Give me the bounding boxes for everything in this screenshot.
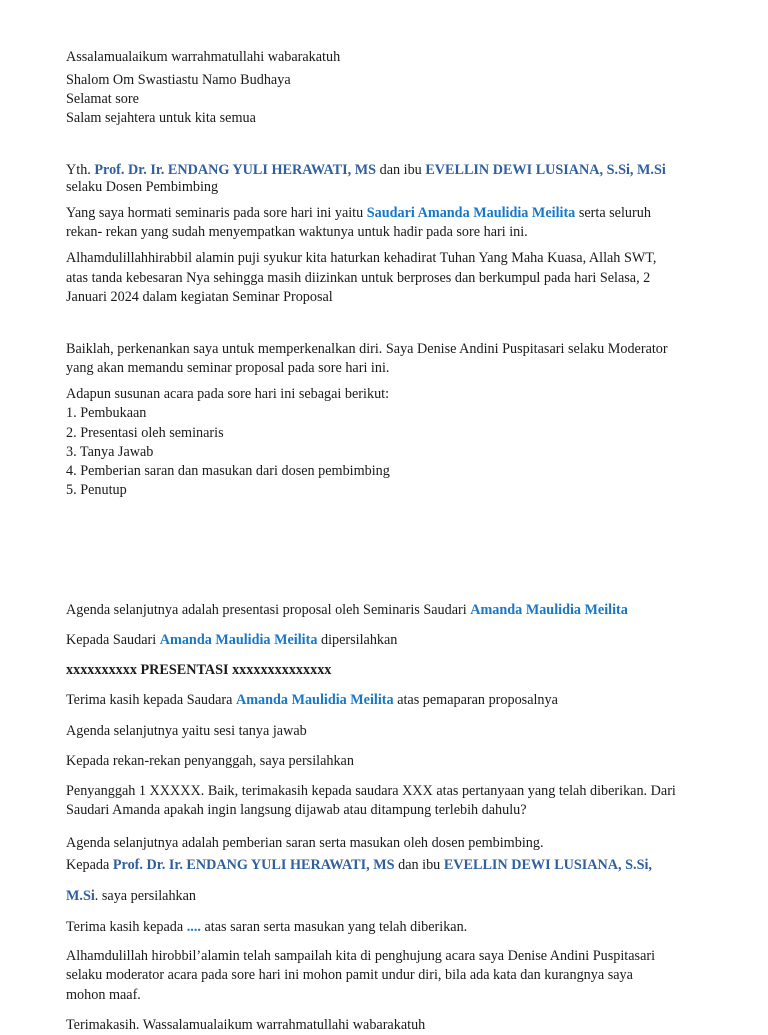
agenda-item: 1. Pembukaan xyxy=(66,405,147,421)
qa-invite-line: Kepada rekan-rekan penyanggah, saya persilahkan xyxy=(66,753,354,769)
agenda-item: 3. Tanya Jawab xyxy=(66,444,154,460)
agenda-item: 5. Penutup xyxy=(66,482,127,498)
thanks-presenter-line xyxy=(66,691,558,710)
feedback-invite-line xyxy=(66,887,196,906)
advisor-name: EVELLIN DEWI LUSIANA, S.Si, xyxy=(443,857,652,873)
text: Yang saya hormati seminaris pada sore hari ini yaitu xyxy=(66,205,367,221)
agenda-item: 4. Pemberian saran dan masukan dari dosen pembimbing xyxy=(66,463,390,479)
text: . saya persilahkan xyxy=(94,888,197,904)
text: Terima kasih kepada Saudara xyxy=(66,692,236,708)
respect-line xyxy=(66,204,651,223)
presenter-name: Saudari Amanda Maulidia Meilita xyxy=(366,205,576,221)
qa-agenda-line: Agenda selanjutnya yaitu sesi tanya jawab xyxy=(66,723,307,739)
greeting-line: Assalamualaikum warrahmatullahi wabarakatuh xyxy=(66,49,341,65)
thanks-feedback-line xyxy=(66,918,467,937)
text: Agenda selanjutnya adalah presentasi proposal oleh Seminaris Saudari xyxy=(66,602,471,618)
text: Kepada Saudari xyxy=(66,632,160,648)
greeting-line: Shalom Om Swastiastu Namo Budhaya xyxy=(66,72,291,88)
presenter-name: Amanda Maulidia Meilita xyxy=(470,602,628,618)
agenda-item: 2. Presentasi oleh seminaris xyxy=(66,425,224,441)
greeting-line: Selamat sore xyxy=(66,91,139,107)
advisor-name: Prof. Dr. Ir. ENDANG YULI HERAWATI, MS xyxy=(112,857,395,873)
text: dan ibu xyxy=(394,857,444,873)
feedback-agenda-line: Agenda selanjutnya adalah pemberian saran serta masukan oleh dosen pembimbing. xyxy=(66,835,544,851)
presenter-name: Amanda Maulidia Meilita xyxy=(159,632,318,648)
advisor-name: Prof. Dr. Ir. ENDANG YULI HERAWATI, MS xyxy=(94,162,377,178)
agenda-heading: Adapun susunan acara pada sore hari ini sebagai berikut: xyxy=(66,386,390,402)
gratitude-line: atas tanda kebesaran Nya sehingga masih diizinkan untuk berproses dan berkumpul pada hari Selasa, 2 xyxy=(66,270,651,286)
gratitude-line: Alhamdulillahhirabbil alamin puji syukur kita haturkan kehadirat Tuhan Yang Maha Kuasa, Allah SWT, xyxy=(66,250,657,266)
intro-line: Baiklah, perkenankan saya untuk memperkenalkan diri. Saya Denise Andini Puspitasari selaku Moderator xyxy=(66,341,668,357)
text: dan ibu xyxy=(376,162,426,178)
farewell-line: Terimakasih. Wassalamualaikum warrahmatullahi wabarakatuh xyxy=(66,1017,426,1033)
respondent-line: Saudari Amanda apakah ingin langsung dijawab atau ditampung terlebih dahulu? xyxy=(66,802,527,818)
advisor-degree: M.Si xyxy=(66,888,95,904)
respect-line: rekan- rekan yang sudah menyempatkan waktunya untuk hadir pada sore hari ini. xyxy=(66,224,528,240)
text: dipersilahkan xyxy=(317,632,398,648)
text: atas pemaparan proposalnya xyxy=(393,692,558,708)
presentation-marker: xxxxxxxxxx PRESENTASI xxxxxxxxxxxxxx xyxy=(66,662,332,678)
closing-line: Alhamdulillah hirobbil’alamin telah sampailah kita di penghujung acara saya Denise Andini Puspitasari xyxy=(66,948,656,964)
next-presentation-line xyxy=(66,601,628,620)
addressee-role: selaku Dosen Pembimbing xyxy=(66,179,219,195)
closing-line: selaku moderator acara pada sore hari ini mohon pamit undur diri, bila ada kata dan kurangnya saya xyxy=(66,967,633,983)
greeting-line: Salam sejahtera untuk kita semua xyxy=(66,110,256,126)
closing-line: mohon maaf. xyxy=(66,987,141,1003)
advisor-name: EVELLIN DEWI LUSIANA, S.Si, M.Si xyxy=(425,162,666,178)
intro-line: yang akan memandu seminar proposal pada sore hari ini. xyxy=(66,360,390,376)
text: atas saran serta masukan yang telah diberikan. xyxy=(200,919,468,935)
text: Yth. xyxy=(66,162,95,178)
text: serta seluruh xyxy=(575,205,651,221)
respondent-line: Penyanggah 1 XXXXX. Baik, terimakasih kepada saudara XXX atas pertanyaan yang telah diberikan. Dari xyxy=(66,783,676,799)
presenter-name: Amanda Maulidia Meilita xyxy=(235,692,394,708)
invite-line xyxy=(66,631,397,650)
gratitude-line: Januari 2024 dalam kegiatan Seminar Proposal xyxy=(66,289,333,305)
feedback-invite-line xyxy=(66,856,652,875)
text: Kepada xyxy=(66,857,113,873)
placeholder-dots: .... xyxy=(186,919,201,935)
text: Terima kasih kepada xyxy=(66,919,187,935)
